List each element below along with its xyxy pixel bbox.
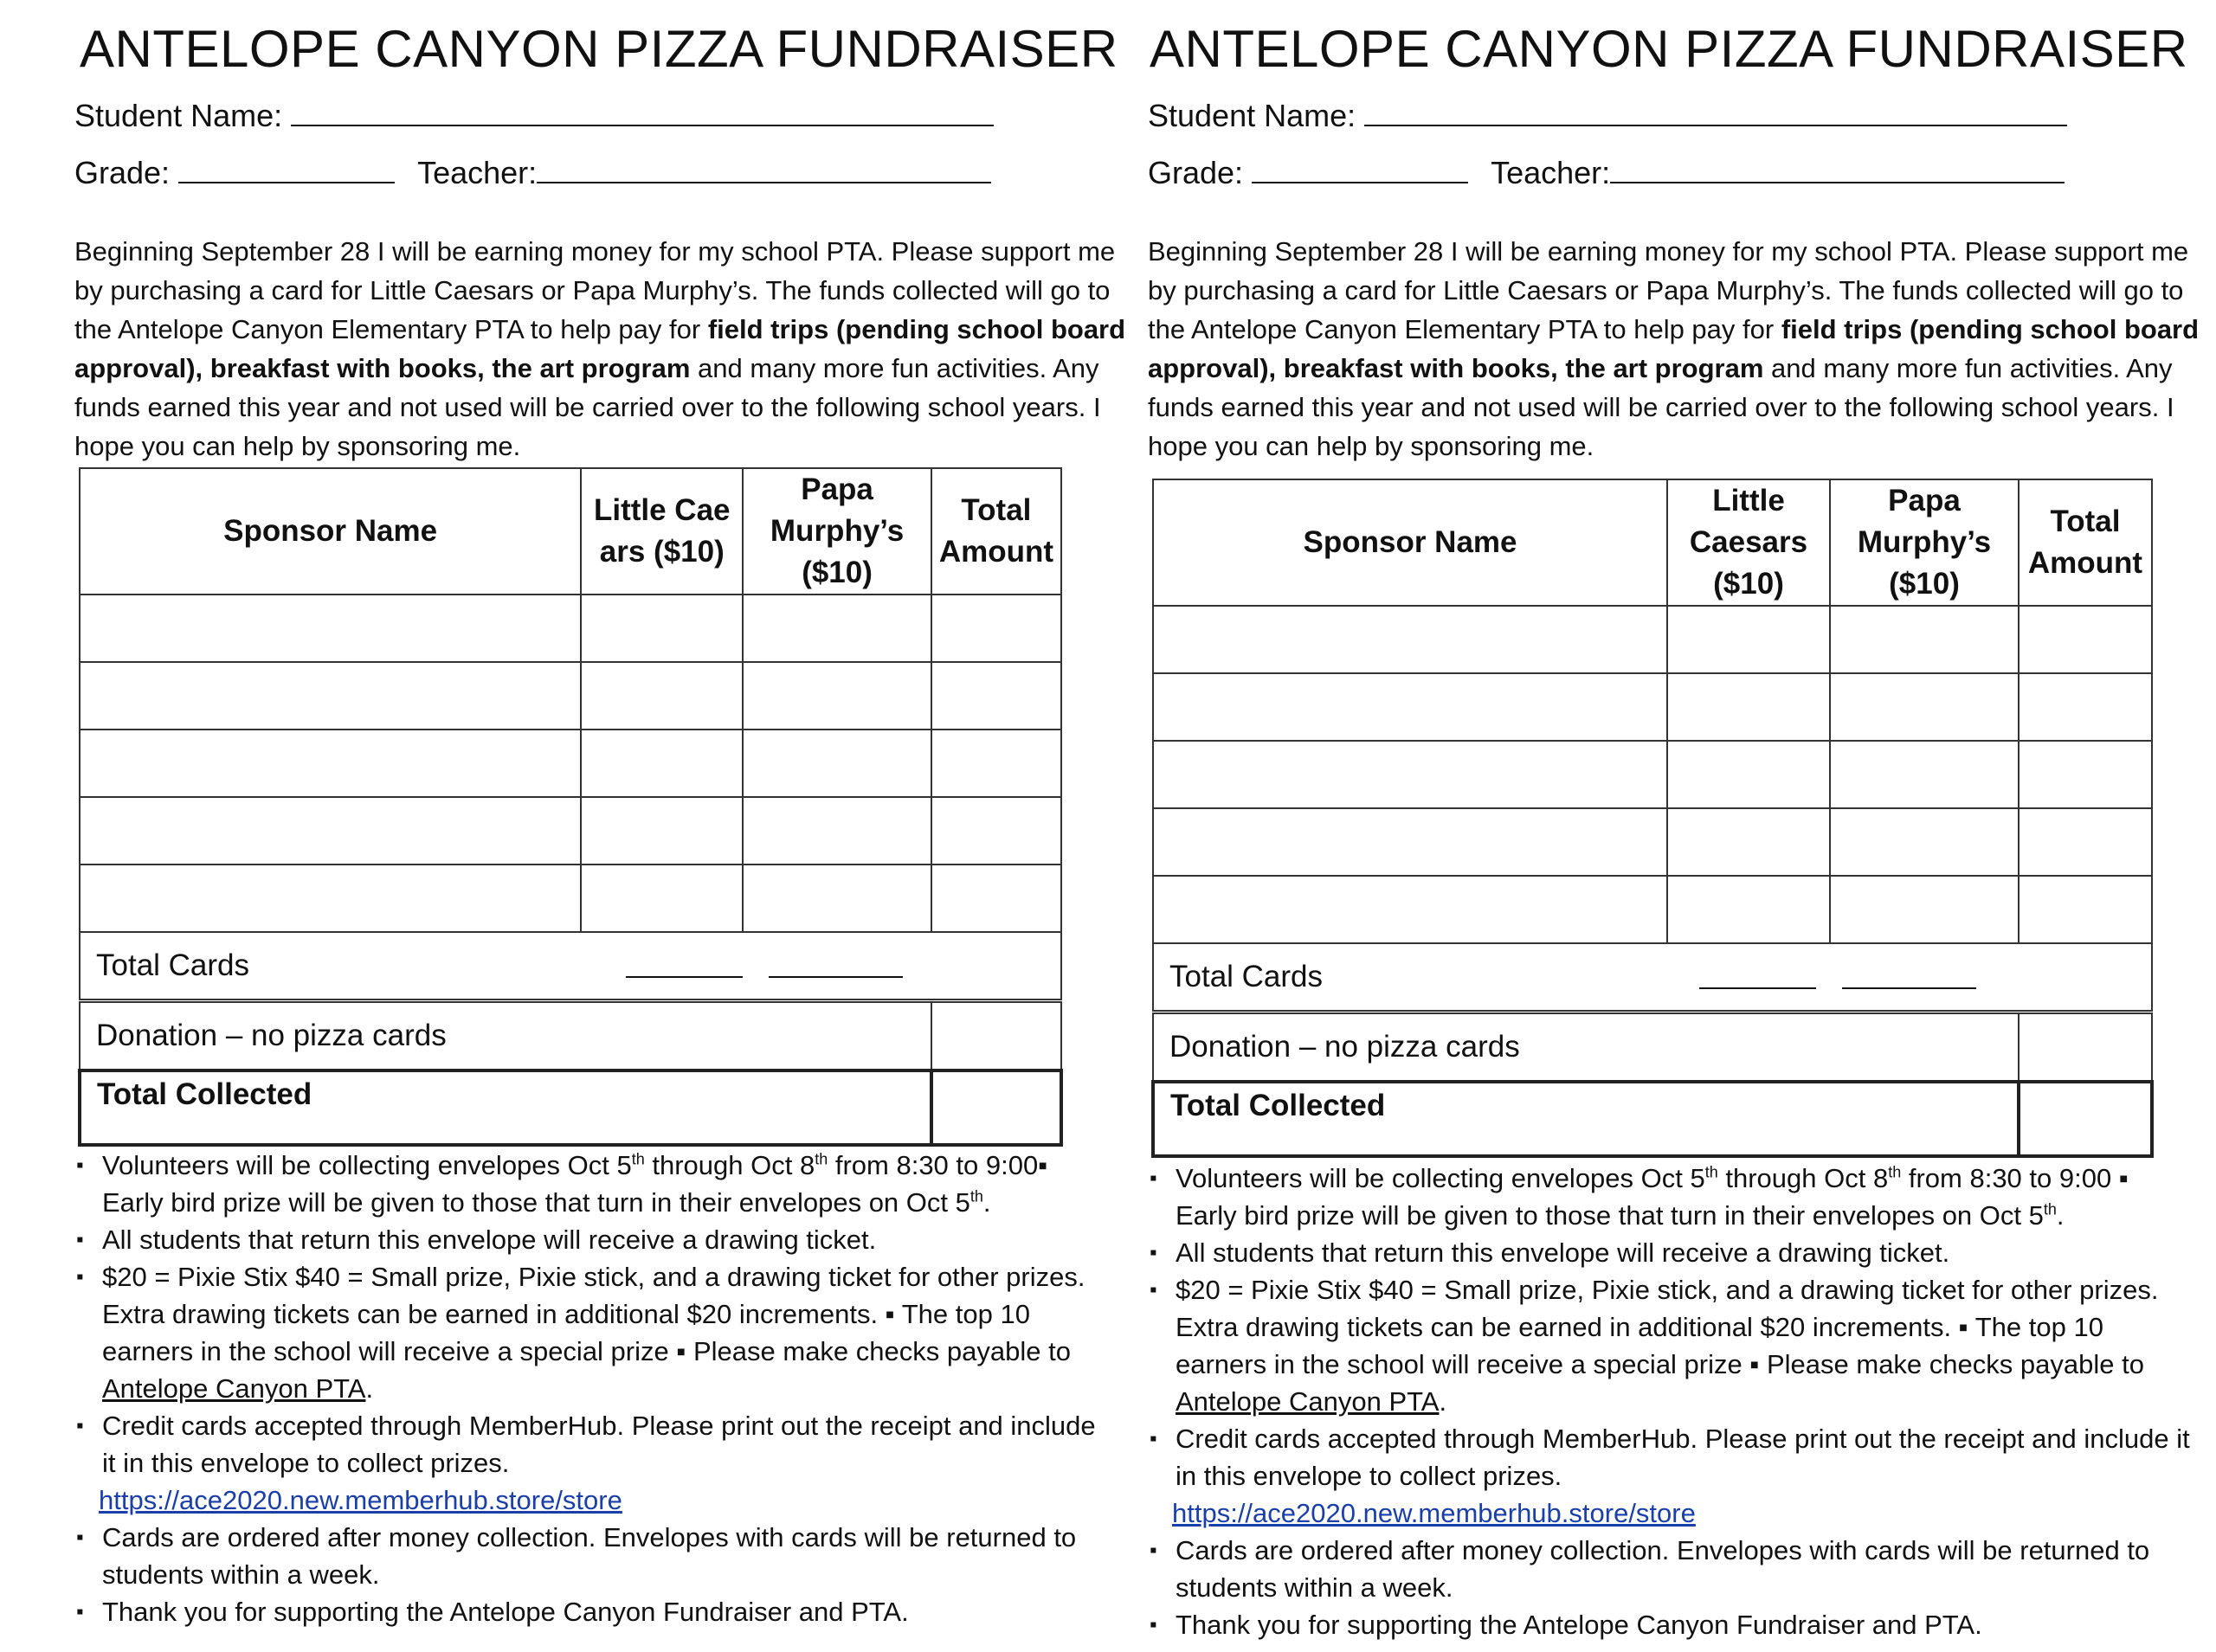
table-row [80,662,1061,730]
teacher-label: Teacher: [417,155,538,190]
student-name-field[interactable] [291,95,994,126]
grade-teacher-row [1148,152,2065,191]
amount-cell[interactable] [2019,876,2152,943]
sponsor-cell[interactable] [80,797,581,865]
amount-cell[interactable] [931,865,1061,932]
table-row [80,865,1061,932]
memberhub-link[interactable]: https://ace2020.new.memberhub.store/store [1172,1498,1696,1528]
murphys-cell[interactable] [743,662,931,730]
amount-cell[interactable] [931,797,1061,865]
total-cards-row [80,932,1061,1001]
list-item: ▪ All students that return this envelope will receive a drawing ticket. [76,1221,1115,1258]
caesars-cell[interactable] [1667,673,1830,741]
caesars-cell[interactable] [581,797,743,865]
sponsor-cell[interactable] [80,595,581,662]
sponsor-cell[interactable] [1153,876,1667,943]
donation-label: Donation – no pizza cards [80,1001,931,1071]
total-collected-label: Total Collected [80,1070,931,1145]
teacher-field[interactable] [1610,152,2065,183]
murphys-cell[interactable] [743,595,931,662]
table-row [1153,876,2152,943]
table-row [80,730,1061,797]
total-collected-label: Total Collected [1153,1082,2019,1156]
murphys-cell[interactable] [1830,741,2019,808]
grade-label: Grade: [1148,155,1244,190]
teacher-field[interactable] [537,152,991,183]
amount-cell[interactable] [931,730,1061,797]
header-little-caesars: Little Cae ars ($10) [581,468,743,595]
caesars-cell[interactable] [581,865,743,932]
table-row [80,797,1061,865]
sponsor-cell[interactable] [1153,606,1667,673]
caesars-cell[interactable] [581,662,743,730]
list-item: ▪ Cards are ordered after money collection. Envelopes with cards will be returned to students within a week. [1150,1532,2193,1606]
total-cards-cell [80,932,1061,1001]
amount-cell[interactable] [2019,741,2152,808]
sponsor-cell[interactable] [80,662,581,730]
murphys-cell[interactable] [743,865,931,932]
header-papa-murphys: Papa Murphy’s ($10) [1830,479,2019,606]
header-papa-murphys: Papa Murphy’s ($10) [743,468,931,595]
sponsor-table [78,467,1063,1147]
caesars-cell[interactable] [1667,606,1830,673]
header-sponsor-name: Sponsor Name [80,468,581,595]
list-item: ▪ $20 = Pixie Stix $40 = Small prize, Pixie stick, and a drawing ticket for other prizes. Extra drawing tickets can be earned in additional $20 increments. ▪ The top 10 earners in the school will receive a special prize ▪ Please make checks payable to Antelope Canyon PTA. [76,1258,1115,1407]
grade-field[interactable] [1252,152,1468,183]
caesars-total-field[interactable] [626,950,743,978]
donation-row [1153,1012,2152,1083]
total-collected-amount-cell[interactable] [931,1070,1061,1145]
donation-row [80,1001,1061,1071]
form-title: ANTELOPE CANYON PIZZA FUNDRAISER [1150,20,2188,78]
fundraiser-form-right [1117,0,2216,1652]
caesars-cell[interactable] [1667,876,1830,943]
student-name-row [74,95,994,134]
sponsor-cell[interactable] [1153,673,1667,741]
list-item: ▪ Credit cards accepted through MemberHub. Please print out the receipt and include it in this envelope to collect prizes. https://ace2020.new.memberhub.store/store [76,1407,1115,1519]
table-row [1153,606,2152,673]
caesars-total-field[interactable] [1699,961,1816,989]
murphys-total-field[interactable] [1842,961,1976,989]
donation-label: Donation – no pizza cards [1153,1012,2019,1083]
amount-cell[interactable] [2019,808,2152,876]
header-total-amount: Total Amount [931,468,1061,595]
list-item: ▪ Credit cards accepted through MemberHub. Please print out the receipt and include it in this envelope to collect prizes. https://ace2020.new.memberhub.store/store [1150,1420,2193,1532]
amount-cell[interactable] [931,662,1061,730]
sponsor-table [1151,479,2154,1158]
notes-list [1150,1160,2193,1643]
caesars-cell[interactable] [1667,741,1830,808]
murphys-cell[interactable] [743,730,931,797]
donation-amount-cell[interactable] [931,1001,1061,1071]
sponsor-cell[interactable] [1153,741,1667,808]
intro-text-end: and many more fun activities. Any funds earned this year and not used will be carried over to the following school years. I hope you can help by sponsoring me. [1148,353,2174,461]
total-collected-amount-cell[interactable] [2019,1082,2152,1156]
table-row [80,595,1061,662]
intro-paragraph [74,232,1126,466]
murphys-cell[interactable] [1830,606,2019,673]
intro-paragraph [1148,232,2208,466]
intro-text: Beginning September 28 I will be earning money for my school PTA. Please support me by purchasing a card for Little Caesars or Papa Murphy’s. The funds collected will go to the Antelope Canyon Elementary PTA to help pay for [74,236,1116,344]
list-item: ▪ Volunteers will be collecting envelopes Oct 5th through Oct 8th from 8:30 to 9:00▪ Early bird prize will be given to those that turn in their envelopes on Oct 5th. [76,1147,1115,1221]
amount-cell[interactable] [931,595,1061,662]
list-item: ▪ Volunteers will be collecting envelopes Oct 5th through Oct 8th from 8:30 to 9:00 ▪ Early bird prize will be given to those that turn in their envelopes on Oct 5th. [1150,1160,2193,1234]
table-row [1153,741,2152,808]
notes-list [76,1147,1115,1630]
total-cards-row [1153,943,2152,1012]
student-name-label: Student Name: [74,98,283,133]
header-sponsor-name: Sponsor Name [1153,479,1667,606]
grade-teacher-row [74,152,991,191]
amount-cell[interactable] [2019,606,2152,673]
total-collected-row [80,1070,1061,1145]
caesars-cell[interactable] [581,730,743,797]
list-item: ▪ All students that return this envelope will receive a drawing ticket. [1150,1234,2193,1271]
donation-amount-cell[interactable] [2019,1012,2152,1083]
table-header-row [1153,479,2152,606]
total-collected-row [1153,1082,2152,1156]
total-cards-label: Total Cards [1169,960,1324,993]
intro-bold-text: field trips (pending school board approval), breakfast with books, the art program [74,314,1126,383]
grade-field[interactable] [178,152,395,183]
murphys-cell[interactable] [1830,876,2019,943]
total-cards-cell [1153,943,2152,1012]
total-cards-label: Total Cards [96,948,250,982]
grade-label: Grade: [74,155,171,190]
intro-bold-text: field trips (pending school board approval), breakfast with books, the art program [1148,314,2200,383]
sponsor-cell[interactable] [80,865,581,932]
student-name-field[interactable] [1364,95,2067,126]
table-row [1153,808,2152,876]
memberhub-link[interactable]: https://ace2020.new.memberhub.store/store [99,1485,622,1515]
sponsor-cell[interactable] [80,730,581,797]
murphys-cell[interactable] [1830,808,2019,876]
header-little-caesars: Little Caesars ($10) [1667,479,1830,606]
sponsor-cell[interactable] [1153,808,1667,876]
list-item: ▪ Thank you for supporting the Antelope Canyon Fundraiser and PTA. [76,1593,1115,1630]
murphys-total-field[interactable] [769,950,903,978]
total-cards-blanks [1673,961,1976,997]
student-name-label: Student Name: [1148,98,1356,133]
intro-text: Beginning September 28 I will be earning money for my school PTA. Please support me by purchasing a card for Little Caesars or Papa Murphy’s. The funds collected will go to the Antelope Canyon Elementary PTA to help pay for [1148,236,2189,344]
teacher-label: Teacher: [1491,155,1611,190]
intro-text-end: and many more fun activities. Any funds earned this year and not used will be carried over to the following school years. I hope you can help by sponsoring me. [74,353,1101,461]
amount-cell[interactable] [2019,673,2152,741]
list-item: ▪ Cards are ordered after money collection. Envelopes with cards will be returned to students within a week. [76,1519,1115,1593]
murphys-cell[interactable] [743,797,931,865]
header-total-amount: Total Amount [2019,479,2152,606]
table-row [1153,673,2152,741]
list-item: ▪ Thank you for supporting the Antelope Canyon Fundraiser and PTA. [1150,1606,2193,1643]
caesars-cell[interactable] [1667,808,1830,876]
total-cards-blanks [600,950,903,986]
table-header-row [80,468,1061,595]
form-title: ANTELOPE CANYON PIZZA FUNDRAISER [80,20,1118,78]
student-name-row [1148,95,2067,134]
list-item: ▪ $20 = Pixie Stix $40 = Small prize, Pixie stick, and a drawing ticket for other prizes. Extra drawing tickets can be earned in additional $20 increments. ▪ The top 10 earners in the school will receive a special prize ▪ Please make checks payable to Antelope Canyon PTA. [1150,1271,2193,1420]
murphys-cell[interactable] [1830,673,2019,741]
caesars-cell[interactable] [581,595,743,662]
